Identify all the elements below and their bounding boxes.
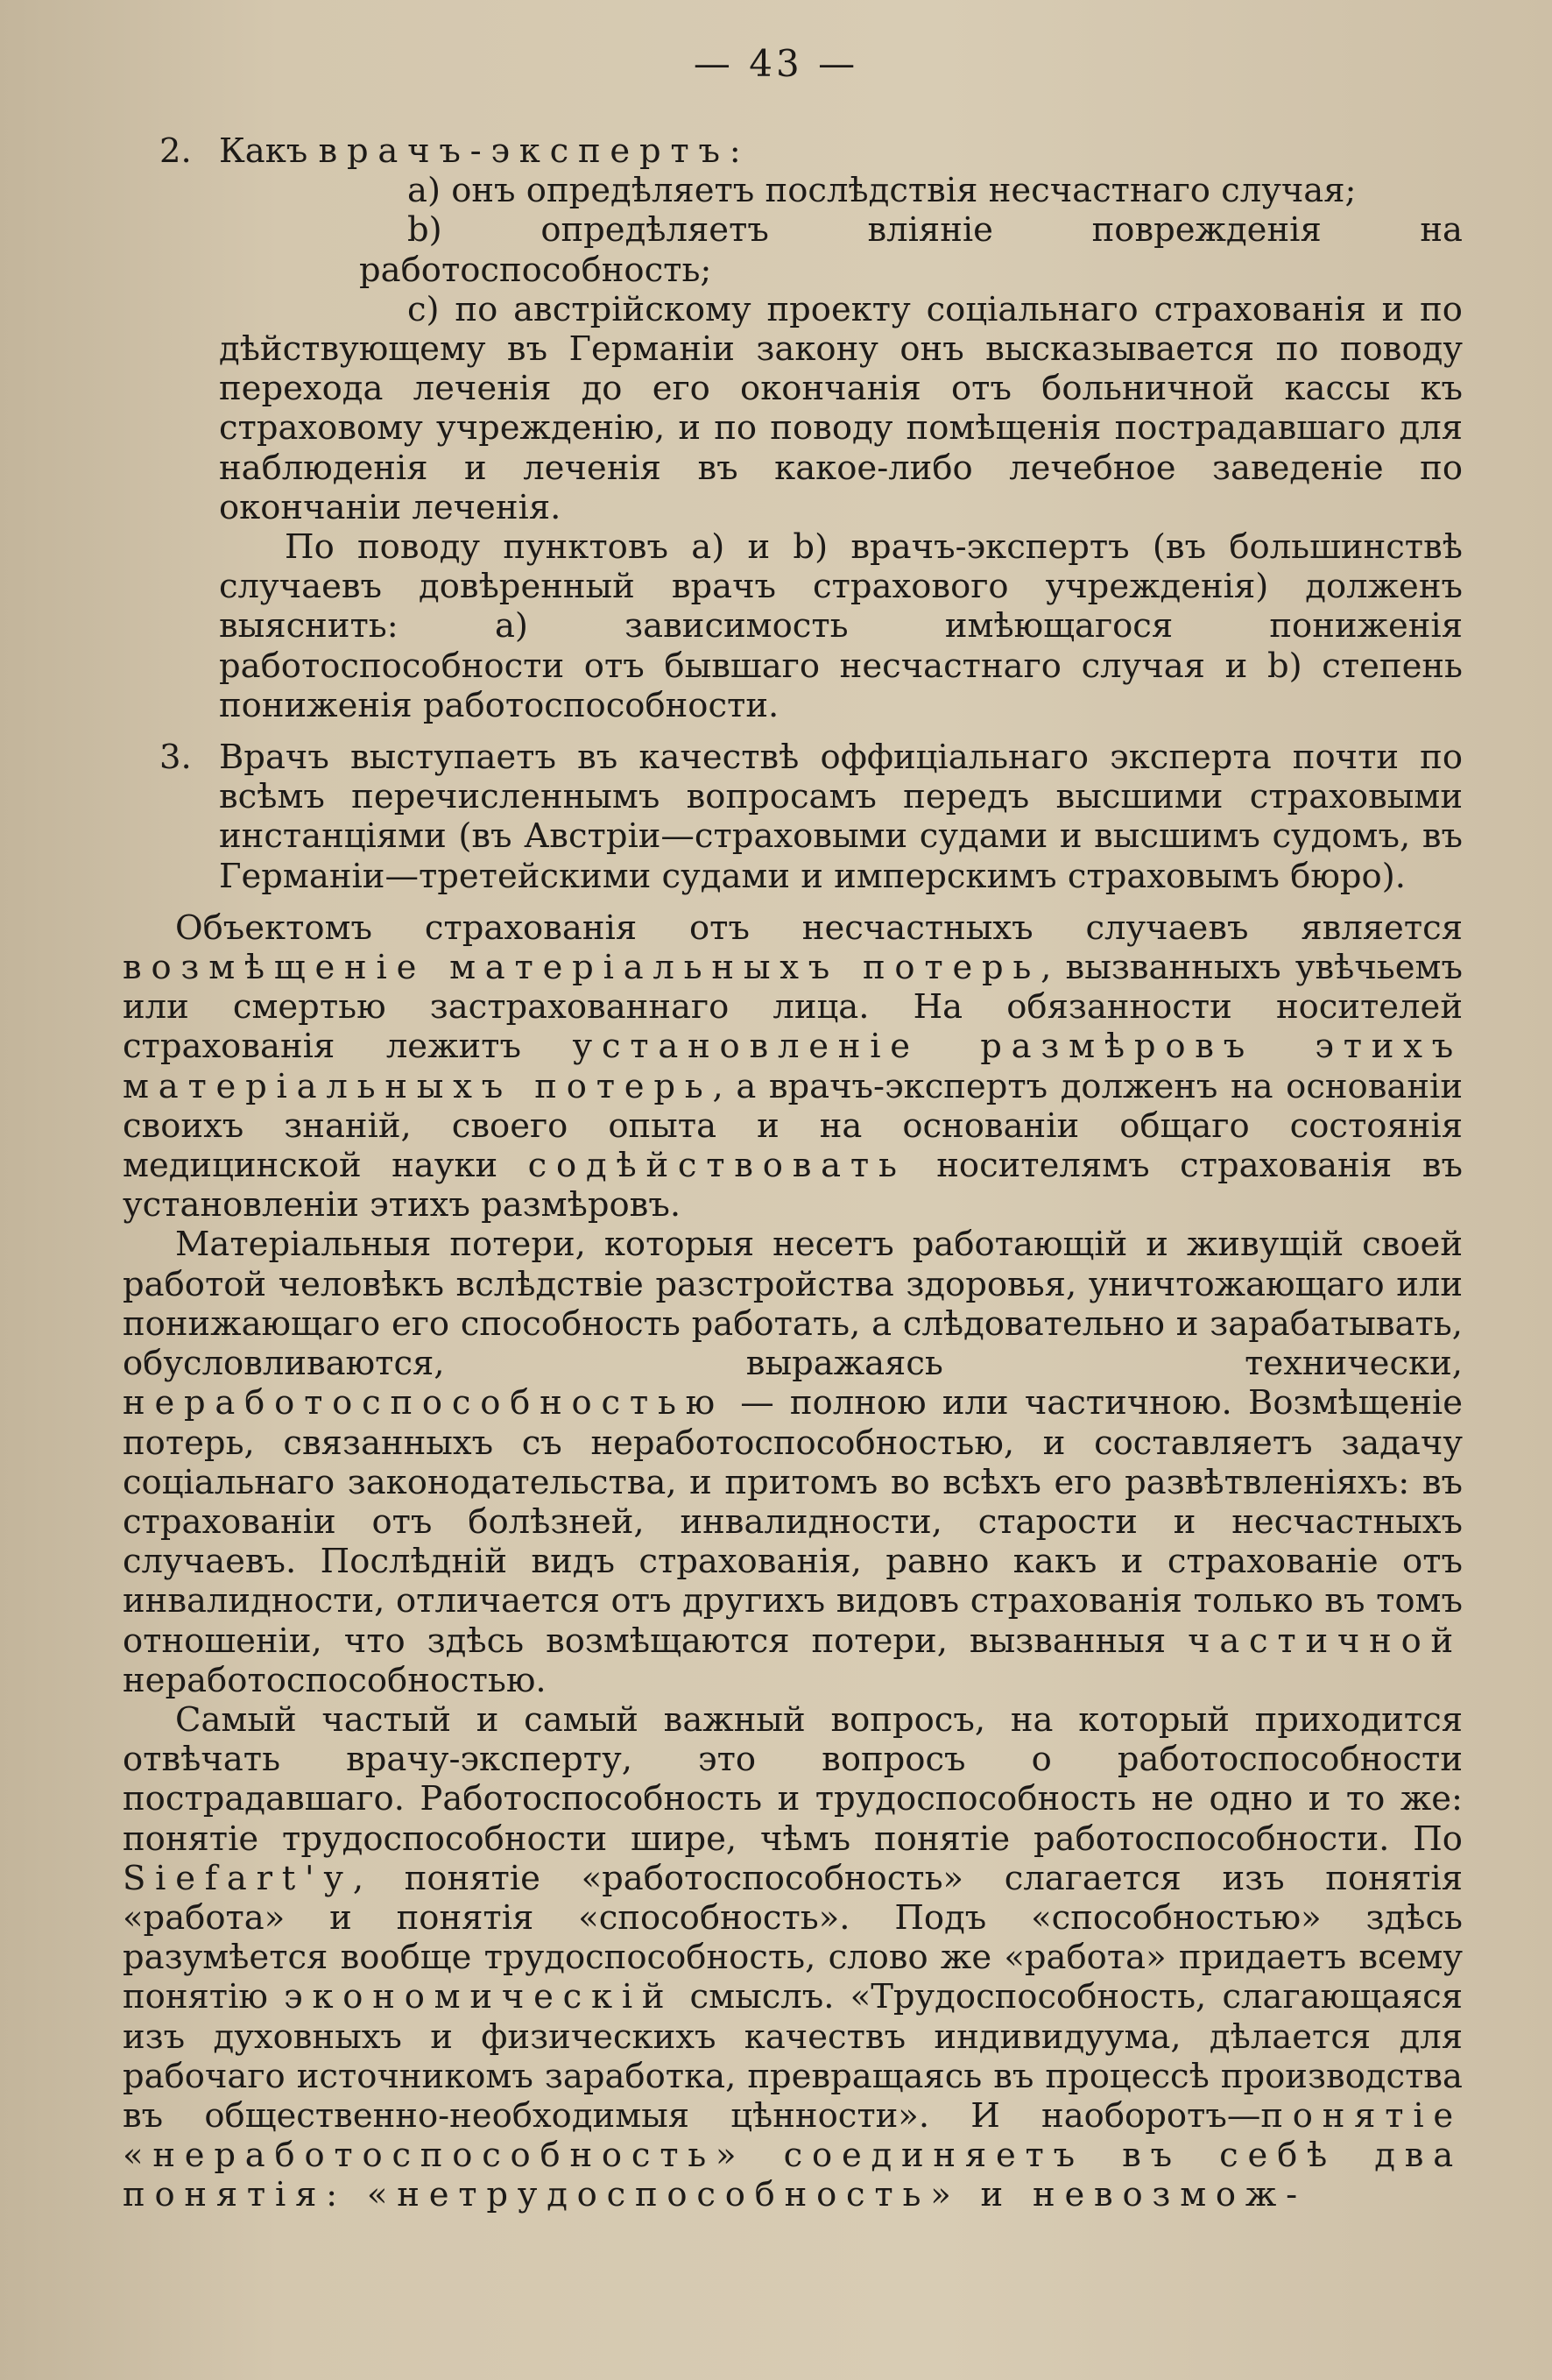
text-run: носителямъ страхованія въ установленіи этихъ размѣровъ. <box>123 1146 1463 1225</box>
text-run: , а врачъ-экспертъ долженъ на основаніи своихъ знаній, своего опыта и на основаніи общаго состоянія медицинской науки <box>123 1066 1463 1186</box>
text-run: Матеріальныя потери, которыя несетъ работающій и живущій своей работой человѣкъ вслѣдствіе разстройства здоровья, уничтожающаго или понижающаго его способность работать, а слѣдовательно и зарабатывать, обусловливаются, выражаясь технически, <box>123 1225 1463 1384</box>
spaced-run: экономическій <box>284 1977 674 2017</box>
item-number: 2. <box>159 131 192 171</box>
page-text <box>123 131 1463 2215</box>
subitem-a: a) онъ опредѣляетъ послѣдствія несчастнаго случая; <box>407 171 1357 211</box>
spaced-run: неработоспособностью <box>123 1383 724 1423</box>
text-run: , вызванныхъ увѣчьемъ или смертью застрахованнаго лица. На обязанности носителей страхованія лежитъ <box>123 948 1463 1067</box>
list-item-3 <box>123 738 1463 896</box>
spaced-run: частичной <box>1188 1621 1463 1661</box>
text-run: Объектомъ страхованія отъ несчастныхъ случаевъ является <box>175 908 1463 948</box>
text-run: неработоспособностью. <box>123 1660 547 1700</box>
list-item-2 <box>123 131 1463 171</box>
text-run: Самый частый и самый важный вопросъ, на который приходится отвѣчать врачу-эксперту, это вопросъ о работоспособности пострадавшаго. Работоспособность и трудоспособность не одно и то же: понятіе трудоспособности шире, чѣмъ понятіе работоспособности. По <box>123 1699 1463 1859</box>
text-run: , понятіе «работоспособность» слагается изъ понятія «работа» и понятія «способность». Подъ «способностью» здѣсь разумѣется вообще трудоспособность, слово же «работа» придаетъ всему понятію <box>123 1858 1463 2017</box>
item2-note-text: По поводу пунктовъ a) и b) врачъ-экспертъ (въ большинствѣ случаевъ довѣренный врачъ страхового учрежденія) долженъ выяснить: a) зависимость имѣющагося пониженія работоспособности отъ бывшаго несчастнаго случая и b) степень пониженія работоспособности. <box>219 527 1463 725</box>
item-text: Врачъ выступаетъ въ качествѣ оффиціальнаго эксперта почти по всѣмъ перечисленнымъ вопросамъ передъ высшими страховыми инстанціями (въ Австріи—страховыми судами и высшимъ судомъ, въ Германіи—третейскими судами и имперскимъ страховымъ бюро). <box>219 738 1463 896</box>
spaced-run: содѣйствовать <box>527 1146 907 1186</box>
subitem-c <box>123 290 1463 527</box>
paragraph-2 <box>123 1225 1463 1699</box>
subitem-c-text: c) по австрійскому проекту соціальнаго страхованія и по дѣйствующему въ Германіи закону онъ высказывается по поводу перехода леченія до его окончанія отъ больничной кассы къ страховому учрежденію, и по поводу помѣщенія пострадавшаго для наблюденія и леченія въ какое-либо лечебное заведеніе по окончаніи леченія. <box>219 289 1463 527</box>
paragraph-1 <box>123 908 1463 1225</box>
item-lead-spaced: врачъ-экспертъ: <box>318 131 751 171</box>
paragraph-3 <box>123 1700 1463 2215</box>
spaced-run: понятіе «неработоспособность» соединяетъ въ себѣ два понятія: «нетрудоспособность» и невозмож- <box>123 2095 1463 2215</box>
subitem-b: b) опредѣляетъ вліяніе поврежденія на работоспособность; <box>359 210 1463 290</box>
item-lead: Какъ <box>219 131 319 171</box>
spaced-run: установленіе размѣровъ этихъ матеріальныхъ потерь <box>123 1027 1463 1106</box>
spaced-run: возмѣщеніе матеріальныхъ потерь <box>123 948 1041 988</box>
item-number: 3. <box>159 738 192 778</box>
item2-note <box>123 527 1463 725</box>
page-number: — 43 — <box>693 42 859 85</box>
spaced-run: Siefart'у <box>123 1858 353 1898</box>
text-run: — полною или частичною. Возмѣщеніе потерь, связанныхъ съ неработоспособностью, и составляетъ задачу соціальнаго законодательства, и притомъ во всѣхъ его развѣтвленіяхъ: въ страхованіи отъ болѣзней, инвалидности, старости и несчастныхъ случаевъ. Послѣдній видъ страхованія, равно какъ и страхованіе отъ инвалидности, отличается отъ другихъ видовъ страхованія только въ томъ отношеніи, что здѣсь возмѣщаются потери, вызванныя <box>123 1383 1463 1661</box>
text-run: смыслъ. «Трудоспособность, слагающаяся изъ духовныхъ и физическихъ качествъ индивидуума, дѣлается для рабочаго источникомъ заработка, превращаясь въ процессѣ производства въ общественно-необходимыя цѣнности». И наоборотъ— <box>123 1977 1463 2136</box>
